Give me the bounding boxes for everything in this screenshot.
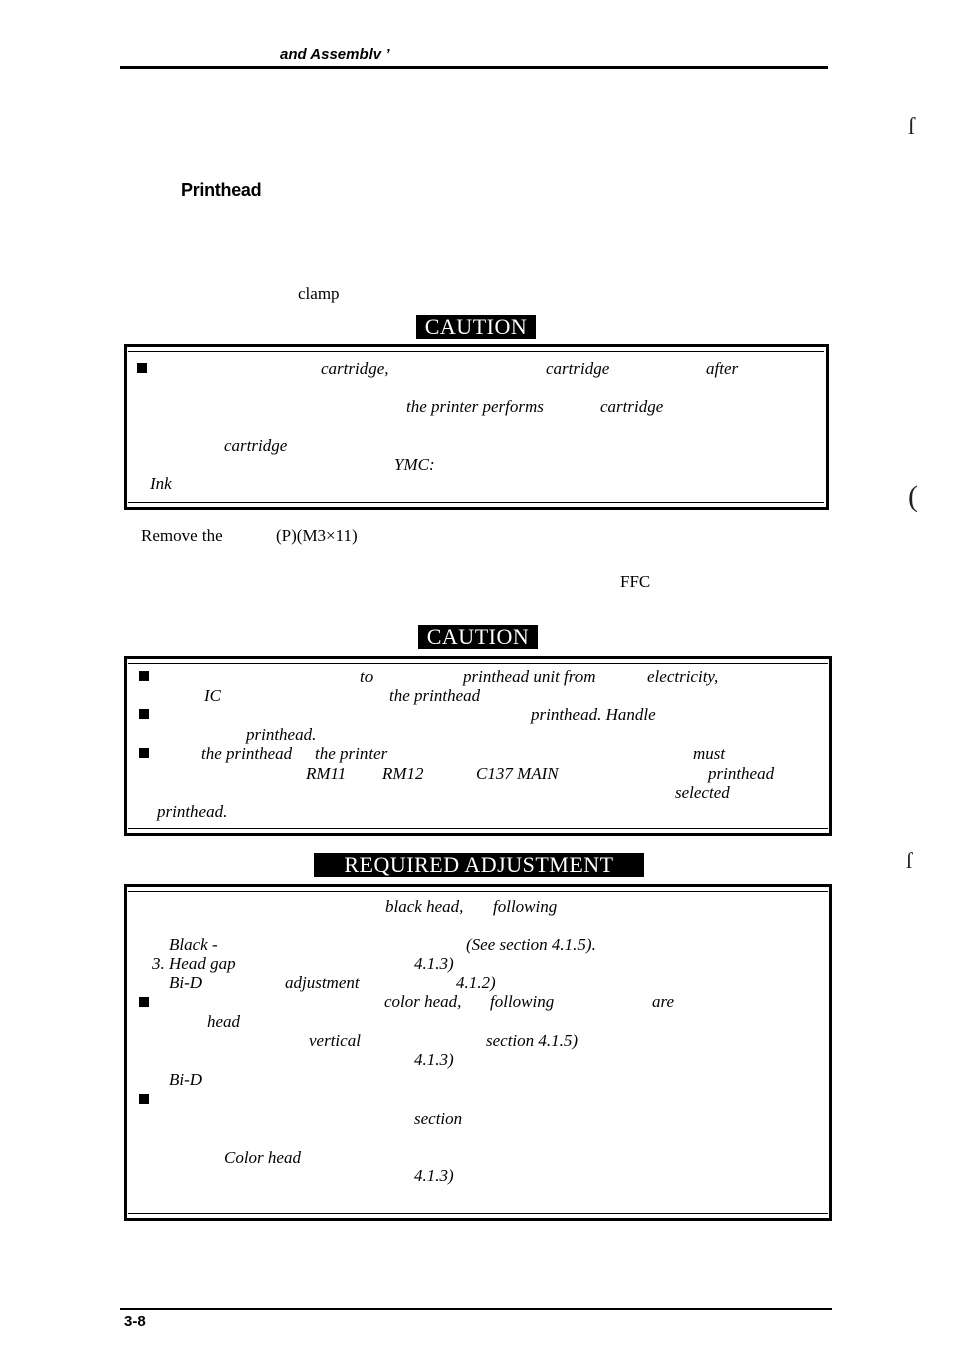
caution-text: printhead: [708, 764, 775, 783]
caution-text: RM12: [382, 764, 424, 783]
caution-box-inner-rule: [128, 828, 828, 829]
adjust-text: Black -: [169, 935, 218, 954]
adjust-text: 4.1.3): [414, 1166, 454, 1185]
caution-text: cartridge: [600, 397, 664, 416]
page-number: 3-8: [124, 1313, 146, 1330]
adjust-text: (See section 4.1.5).: [466, 935, 596, 954]
adjust-text: 4.1.2): [456, 973, 496, 992]
running-header: and Assemblv ’: [280, 46, 390, 63]
caution-text: after: [706, 359, 739, 378]
adjust-text: 3. Head gap: [152, 954, 236, 973]
section-subtitle: Printhead: [181, 180, 262, 200]
bullet: [139, 748, 149, 758]
caution-text: the printhead: [201, 744, 293, 763]
step-text: Remove the: [141, 526, 223, 545]
caution-text: selected: [675, 783, 730, 802]
adjust-text: are: [652, 992, 675, 1011]
caution-text: C137 MAIN: [476, 764, 559, 783]
caution-text: the printer performs: [406, 397, 544, 416]
adjustment-box-inner-rule: [128, 891, 828, 892]
step-text: FFC: [620, 572, 651, 591]
footer-rule: [120, 1308, 832, 1310]
caution-text: cartridge,: [321, 359, 389, 378]
caution-text: cartridge: [546, 359, 610, 378]
caution-banner: CAUTION: [416, 315, 536, 339]
caution-text: printhead.: [157, 802, 228, 821]
adjust-text: head: [207, 1012, 241, 1031]
caution-text: cartridge: [224, 436, 288, 455]
caution-text: RM11: [306, 764, 347, 783]
body-word: clamp: [298, 284, 340, 303]
caution-banner: CAUTION: [418, 625, 538, 649]
caution-text: must: [693, 744, 726, 763]
caution-box-inner-rule: [128, 351, 824, 352]
caution-text: the printer: [315, 744, 388, 763]
caution-text: printhead unit from: [463, 667, 596, 686]
adjust-text: section: [414, 1109, 463, 1128]
caution-text: electricity,: [647, 667, 719, 686]
caution-text: to: [360, 667, 374, 686]
caution-text: IC: [204, 686, 221, 705]
adjust-text: following: [490, 992, 555, 1011]
margin-mark: ſ: [906, 848, 913, 873]
margin-mark: (: [908, 480, 918, 513]
caution-box-inner-rule: [128, 502, 824, 503]
adjust-text: 4.1.3): [414, 954, 454, 973]
bullet: [137, 363, 147, 373]
adjust-text: color head,: [384, 992, 462, 1011]
caution-text: YMC:: [394, 455, 435, 474]
bullet: [139, 997, 149, 1007]
adjust-text: adjustment: [285, 973, 360, 992]
bullet: [139, 709, 149, 719]
caution-box-inner-rule: [128, 663, 828, 664]
step-text: (P)(M3×11): [276, 526, 358, 545]
adjust-text: Bi-D: [169, 1070, 203, 1089]
adjust-text: vertical: [309, 1031, 361, 1050]
adjust-text: section 4.1.5): [486, 1031, 579, 1050]
caution-text: the printhead: [389, 686, 481, 705]
caution-text: Ink: [150, 474, 172, 493]
adjustment-box-inner-rule: [128, 1213, 828, 1214]
adjust-text: Bi-D: [169, 973, 203, 992]
caution-text: printhead. Handle: [531, 705, 656, 724]
bullet: [139, 671, 149, 681]
adjustment-banner: REQUIRED ADJUSTMENT: [314, 853, 644, 877]
adjust-text: black head,: [385, 897, 464, 916]
margin-mark: ſ: [908, 114, 915, 140]
adjust-text: Color head: [224, 1148, 301, 1167]
bullet: [139, 1094, 149, 1104]
adjust-text: following: [493, 897, 558, 916]
adjust-text: 4.1.3): [414, 1050, 454, 1069]
header-rule: [120, 66, 828, 69]
caution-text: printhead.: [246, 725, 317, 744]
